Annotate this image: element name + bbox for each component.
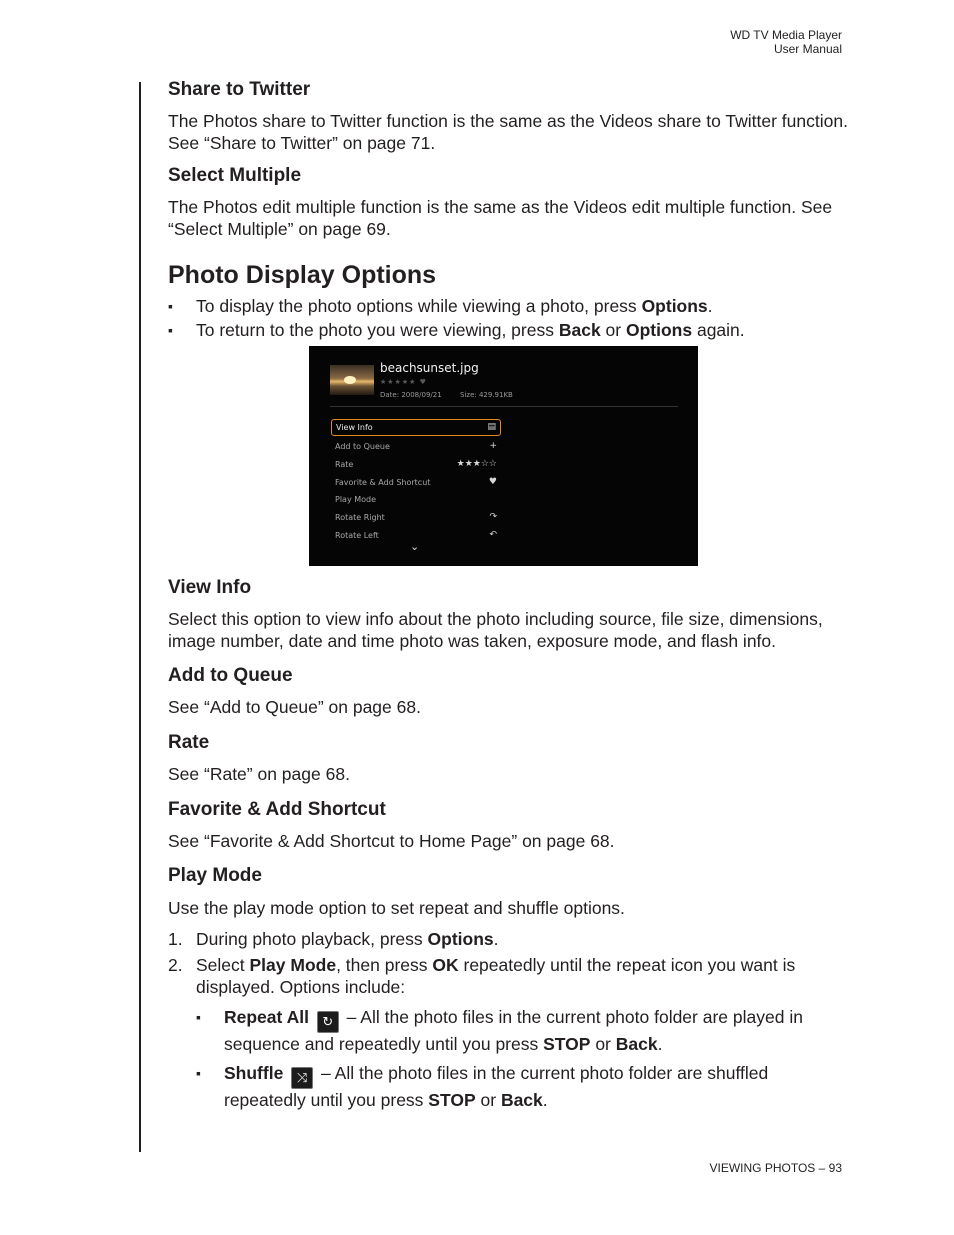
play-mode-options	[196, 1006, 848, 1111]
menu-item-favorite[interactable]: Favorite & Add Shortcut ♥	[331, 474, 501, 492]
step-1: 1. During photo playback, press Options.	[168, 929, 499, 949]
photo-filename: beachsunset.jpg	[380, 361, 479, 375]
option-repeat-all: ▪ Repeat All ↻ – All the photo files in the current photo folder are played in sequence and repeatedly until you press STOP or Back.	[196, 1006, 848, 1055]
page-content	[168, 78, 848, 1118]
heading-photo-display-options: Photo Display Options	[168, 261, 437, 289]
bullet-return-photo: ▪ To return to the photo you were viewing, press Back or Options again.	[168, 319, 848, 341]
photo-size: Size: 429.91KB	[460, 391, 513, 399]
menu-item-rotate-right[interactable]: Rotate Right ↷	[331, 509, 501, 527]
heading-view-info: View Info	[168, 577, 252, 598]
menu-item-view-info[interactable]: View Info ▤	[331, 419, 501, 436]
photo-rating-stars: ★★★★★ ♥	[380, 378, 427, 386]
para-favorite-shortcut: See “Favorite & Add Shortcut to Home Page” on page 68.	[168, 831, 615, 851]
heading-play-mode: Play Mode	[168, 865, 262, 886]
step-2: 2. Select Play Mode, then press OK repeatedly until the repeat icon you want is displayed. Options include: ▪ Repeat All ↻ – All the photo files in the current photo folder are played in sequence and repeatedly until you press STOP or Back. ▪ Shuffle ⤨ – All the photo files in the current photo folder are shuffled repeatedly until you press STOP or Back.	[168, 954, 848, 1111]
photo-thumbnail	[330, 365, 374, 395]
heading-favorite-shortcut: Favorite & Add Shortcut	[168, 799, 386, 820]
photo-display-bullets	[168, 295, 848, 341]
page-footer	[710, 1161, 843, 1175]
rotate-left-icon: ↶	[489, 529, 497, 540]
header-divider	[330, 406, 678, 407]
repeat-icon: ↻	[317, 1011, 339, 1033]
options-menu-screenshot	[309, 346, 698, 566]
heading-select-multiple: Select Multiple	[168, 165, 302, 186]
para-share-twitter: The Photos share to Twitter function is the same as the Videos share to Twitter function. See “Share to Twitter” on page 71.	[168, 111, 848, 153]
bullet-display-options: ▪ To display the photo options while viewing a photo, press Options.	[168, 295, 848, 317]
para-add-to-queue: See “Add to Queue” on page 68.	[168, 697, 421, 717]
menu-item-add-to-queue[interactable]: Add to Queue +	[331, 438, 501, 456]
para-play-mode: Use the play mode option to set repeat and shuffle options.	[168, 898, 625, 918]
heading-share-twitter: Share to Twitter	[168, 79, 311, 100]
heading-add-to-queue: Add to Queue	[168, 665, 293, 686]
para-view-info: Select this option to view info about the photo including source, file size, dimensions, image number, date and time photo was taken, exposure mode, and flash info.	[168, 609, 823, 651]
page-header	[730, 28, 842, 56]
para-rate: See “Rate” on page 68.	[168, 764, 350, 784]
option-shuffle: ▪ Shuffle ⤨ – All the photo files in the current photo folder are shuffled repeatedly until you press STOP or Back.	[196, 1062, 848, 1111]
plus-icon: +	[489, 441, 497, 451]
shuffle-icon: ⤨	[291, 1067, 313, 1089]
para-select-multiple: The Photos edit multiple function is the same as the Videos edit multiple function. See “Select Multiple” on page 69.	[168, 197, 833, 239]
view-info-icon: ▤	[487, 422, 496, 432]
photo-date: Date: 2008/09/21	[380, 391, 442, 399]
margin-rule	[139, 82, 141, 1152]
rotate-right-icon: ↷	[489, 512, 497, 523]
footer-page-number: – 93	[815, 1161, 842, 1175]
heading-rate: Rate	[168, 732, 210, 753]
menu-item-rate[interactable]: Rate ★★★☆☆	[331, 456, 501, 474]
header-product: WD TV Media Player	[730, 28, 842, 42]
menu-item-play-mode[interactable]: Play Mode	[335, 495, 377, 505]
header-manual: User Manual	[773, 42, 842, 56]
star-rating-icon: ★★★☆☆	[456, 458, 497, 469]
chevron-down-icon[interactable]: ⌄	[410, 540, 420, 553]
heart-icon: ♥	[488, 476, 497, 487]
footer-section: VIEWING PHOTOS	[709, 1161, 816, 1175]
options-menu	[331, 419, 501, 545]
play-mode-steps	[168, 928, 848, 1111]
menu-item-rotate-left[interactable]: Rotate Left ↶	[331, 527, 501, 545]
